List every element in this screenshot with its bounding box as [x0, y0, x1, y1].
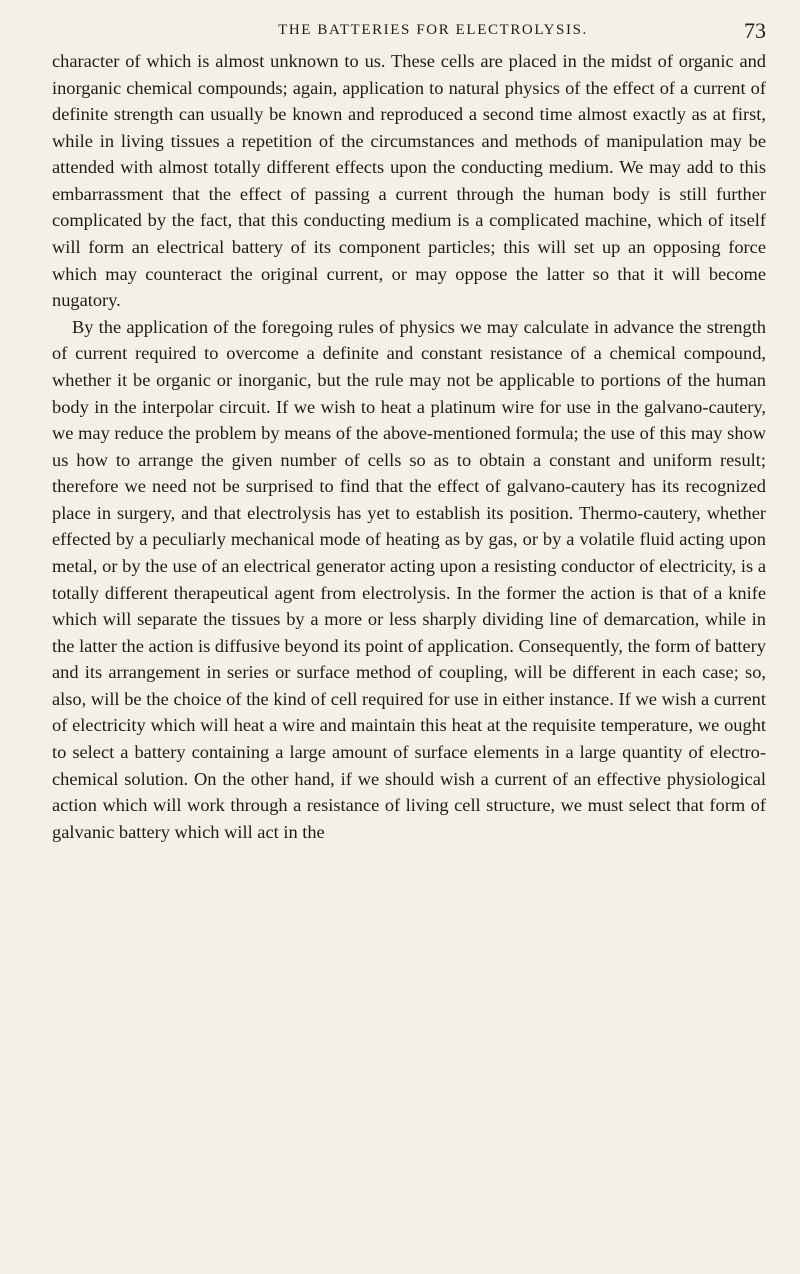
- running-title: THE BATTERIES FOR ELECTROLYSIS.: [278, 22, 588, 38]
- body-text: [52, 48, 766, 845]
- paragraph: By the application of the foregoing rules of physics we may calculate in advance the strength of current required to overcome a definite and constant resistance of a chemical compound, whether it be organic or inorganic, but the rule may not be applicable to portions of the human body in the interpolar circuit. If we wish to heat a platinum wire for use in the galvano-cautery, we may reduce the problem by means of the above-mentioned formula; the use of this may show us how to arrange the given number of cells so as to obtain a constant and uniform result; therefore we need not be surprised to find that the effect of galvano-cautery has its recognized place in surgery, and that electrolysis has yet to establish its position. Thermo-cautery, whether effected by a peculiarly mechanical mode of heating as by gas, or by a volatile fluid acting upon metal, or by the use of an electrical generator acting upon a resisting conductor of electricity, is a totally different therapeutical agent from electrolysis. In the former the action is that of a knife which will separate the tissues by a more or less sharply dividing line of demarcation, while in the latter the action is diffusive beyond its point of application. Consequently, the form of battery and its arrangement in series or surface method of coupling, will be different in each case; so, also, will be the choice of the kind of cell required for use in either instance. If we wish a current of electricity which will heat a wire and maintain this heat at the requisite temperature, we ought to select a battery containing a large amount of surface elements in a large quantity of electro-chemical solution. On the other hand, if we should wish a current of an effective physiological action which will work through a resistance of living cell structure, we must select that form of galvanic battery which will act in the: [52, 316, 767, 842]
- paragraph: character of which is almost unknown to us. These cells are placed in the midst of organic and inorganic chemical compounds; again, application to natural physics of the effect of a current of definite strength can usually be known and reproduced a second time almost exactly as at first, while in living tissues a repetition of the circumstances and methods of manipulation may be attended with almost totally different effects upon the conducting medium. We may add to this embarrassment that the effect of passing a current through the human body is still further complicated by the fact, that this conducting medium is a complicated machine, which of itself will form an electrical battery of its component particles; this will set up an opposing force which may counteract the original current, or may oppose the latter so that it will become nugatory.: [52, 51, 766, 311]
- running-head: [52, 14, 766, 44]
- page-number: 73: [744, 18, 766, 43]
